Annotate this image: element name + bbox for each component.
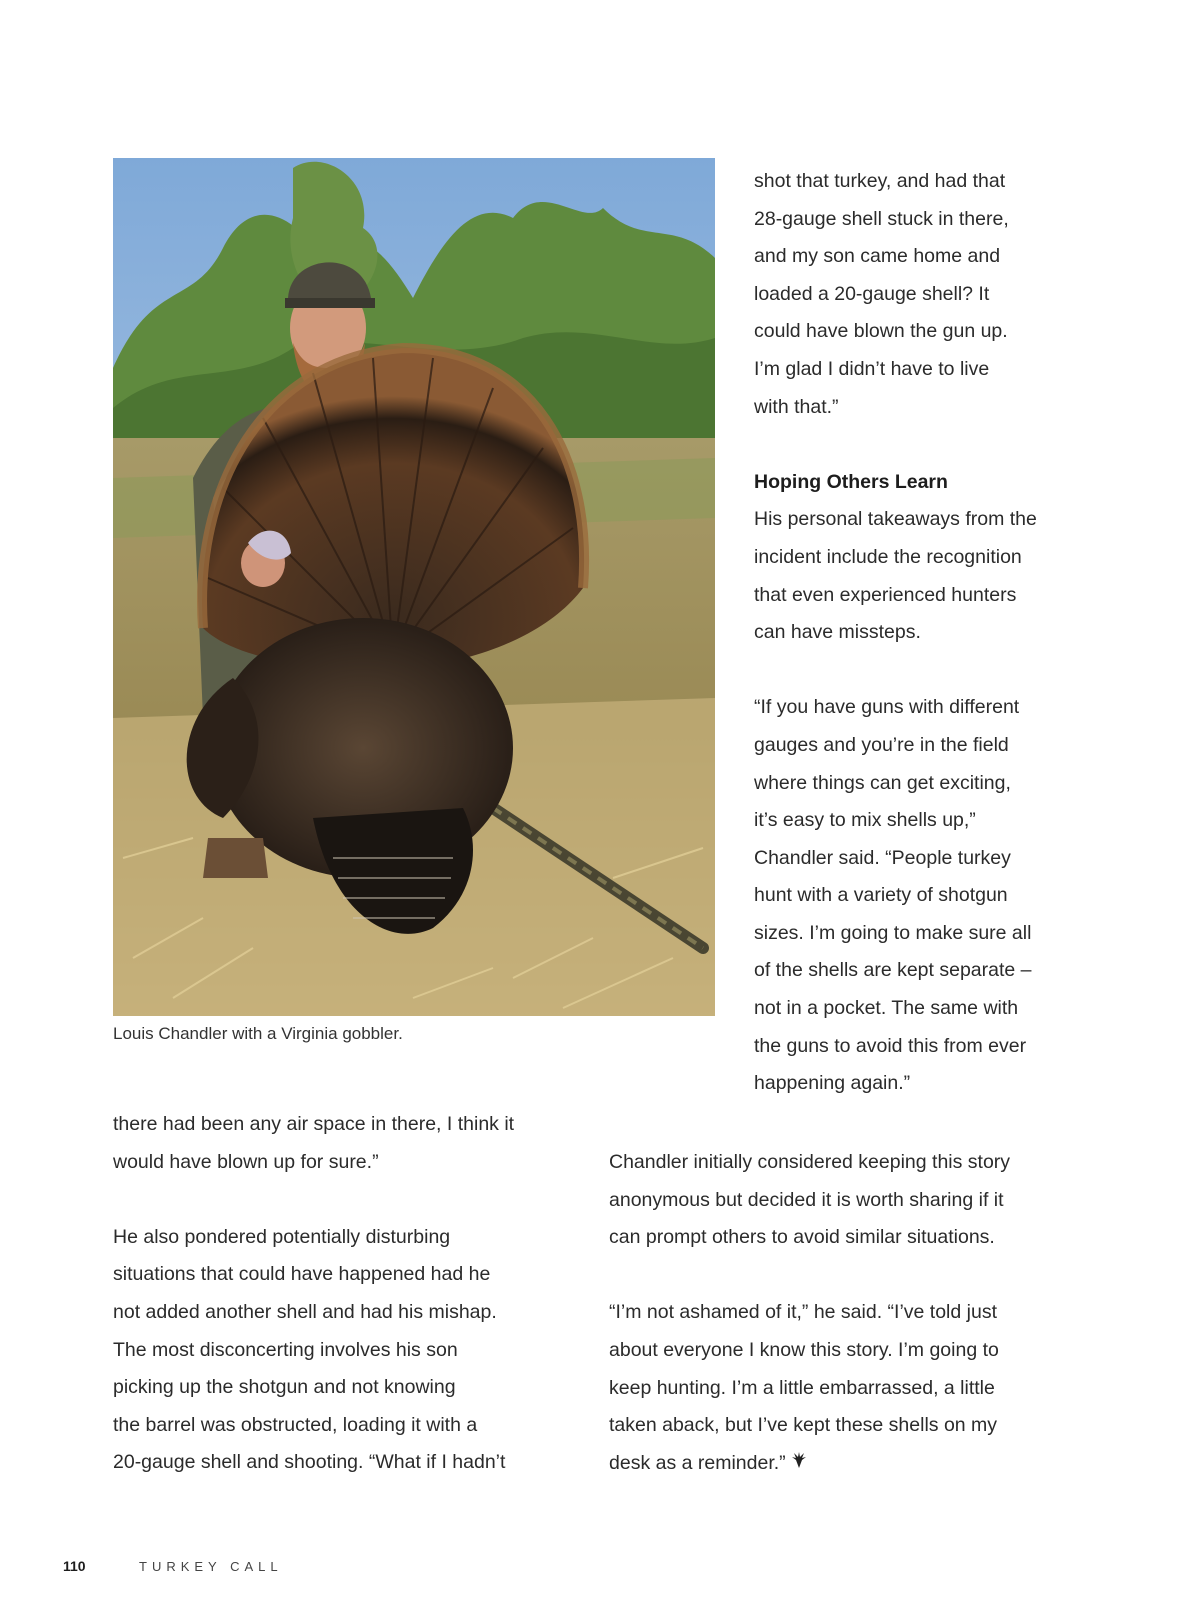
- paragraph-intro: shot that turkey, and had that 28-gauge shell stuck in there, and my son came home and loaded a 20-gauge shell? It could have blown the gun up. I’m glad I didn’t have to live with that.”: [754, 170, 1009, 418]
- paragraph-air-space: there had been any air space in there, I think it would have blown up for sure.”: [113, 1113, 515, 1173]
- paragraph-closing: [609, 1294, 1079, 1482]
- page-footer: [63, 1557, 283, 1576]
- paragraph-gap: [754, 652, 1094, 690]
- section-subhead: Hoping Others Learn: [754, 470, 948, 493]
- photo-caption: Louis Chandler with a Virginia gobbler.: [113, 1024, 403, 1043]
- magazine-name: TURKEY CALL: [139, 1559, 283, 1574]
- paragraph-pondered: He also pondered potentially disturbing situations that could have happened had he not added another shell and had his mishap. The most disconcerting involves his son picking up the shotgun and not knowing the barrel was obstructed, loading it with a 20-gauge shell and shooting. “What if I hadn’t: [113, 1225, 506, 1474]
- right-column-bottom: [609, 1144, 1079, 1482]
- page-number: 110: [63, 1558, 86, 1574]
- article-photo: [113, 158, 715, 1016]
- closing-text: “I’m not ashamed of it,” he said. “I’ve told just about everyone I know this story. I’m going to keep hunting. I’m a little embarrassed, a little taken aback, but I’ve kept these shells on my desk as a reminder.”: [609, 1301, 999, 1474]
- paragraph-anonymous: Chandler initially considered keeping this story anonymous but decided it is worth sharing if it can prompt others to avoid similar situations.: [609, 1151, 1011, 1249]
- paragraph-gap: [609, 1257, 1079, 1295]
- paragraph-quote: “If you have guns with different gauges and you’re in the field where things can get exciting, it’s easy to mix shells up,” Chandler said. “People turkey hunt with a variety of shotgun sizes. I’m going to make sure all of the shells are kept separate – not in a pocket. The same with the guns to avoid this from ever happening again.”: [754, 696, 1032, 1095]
- right-column-top: [754, 163, 1094, 1103]
- turkey-end-mark-icon: [790, 1445, 808, 1483]
- left-column-bottom: [113, 1106, 583, 1482]
- paragraph-gap: [113, 1181, 583, 1219]
- paragraph-gap: [754, 426, 1094, 464]
- paragraph-takeaways: His personal takeaways from the incident include the recognition that even experienced hunters can have missteps.: [754, 508, 1037, 644]
- turkey-hunter-image: [113, 158, 715, 1016]
